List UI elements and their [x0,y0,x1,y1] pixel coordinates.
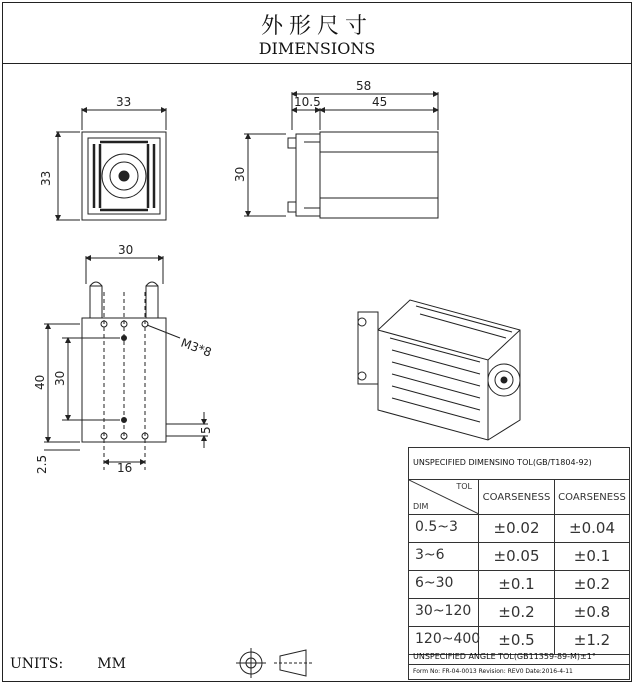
units-block [10,656,126,672]
front-height-label: 33 [39,170,53,186]
title-english: DIMENSIONS [258,39,376,58]
tol-label: TOL [456,482,472,491]
front-view [56,108,166,220]
tolerance-header-row [409,480,629,515]
bottom-offset-label: 2.5 [35,454,49,474]
title-chinese: 外形尺寸 [260,14,373,39]
projection-symbol [236,648,314,678]
tolerance-table [408,447,630,680]
table-row: 3~6 ±0.05 ±0.1 [409,543,629,571]
bottom-width-label: 30 [118,243,134,257]
table-row: 30~120 ±0.2 ±0.8 [409,599,629,627]
bottom-inner-height-label: 30 [53,370,67,386]
tolerance-table-title: UNSPECIFIED DIMENSINO TOL(GB/T1804-92) [409,448,629,480]
side-flange-label: 10.5 [294,95,321,109]
side-length-label: 58 [356,79,372,93]
thread-label: M3*8 [178,335,214,360]
side-view [244,92,438,218]
form-number: Form No: FR-04-0013 Revision: REV0 Date:2016-4-11 [413,668,573,675]
table-row: 0.5~3 ±0.02 ±0.04 [409,515,629,543]
table-row: 120~400 ±0.5 ±1.2 [409,627,629,655]
dim-label: DIM [413,502,429,511]
angle-tolerance: UNSPECIFIED ANGLE TOL(GB11359-89-M)±1° [409,649,629,665]
isometric-view [358,300,520,440]
units-value: MM [97,656,126,672]
side-body-label: 45 [372,95,388,109]
front-width-label: 33 [116,95,132,109]
bottom-view [44,256,208,470]
hole-spacing-label: 16 [117,461,133,475]
bottom-outer-height-label: 40 [33,374,47,390]
edge-offset-label: 5 [199,426,213,434]
side-height-label: 30 [233,166,247,182]
col-header-1: COARSENESS [479,480,555,514]
table-row: 6~30 ±0.1 ±0.2 [409,571,629,599]
units-label: UNITS: [10,656,64,672]
col-header-2: COARSENESS [558,492,626,503]
